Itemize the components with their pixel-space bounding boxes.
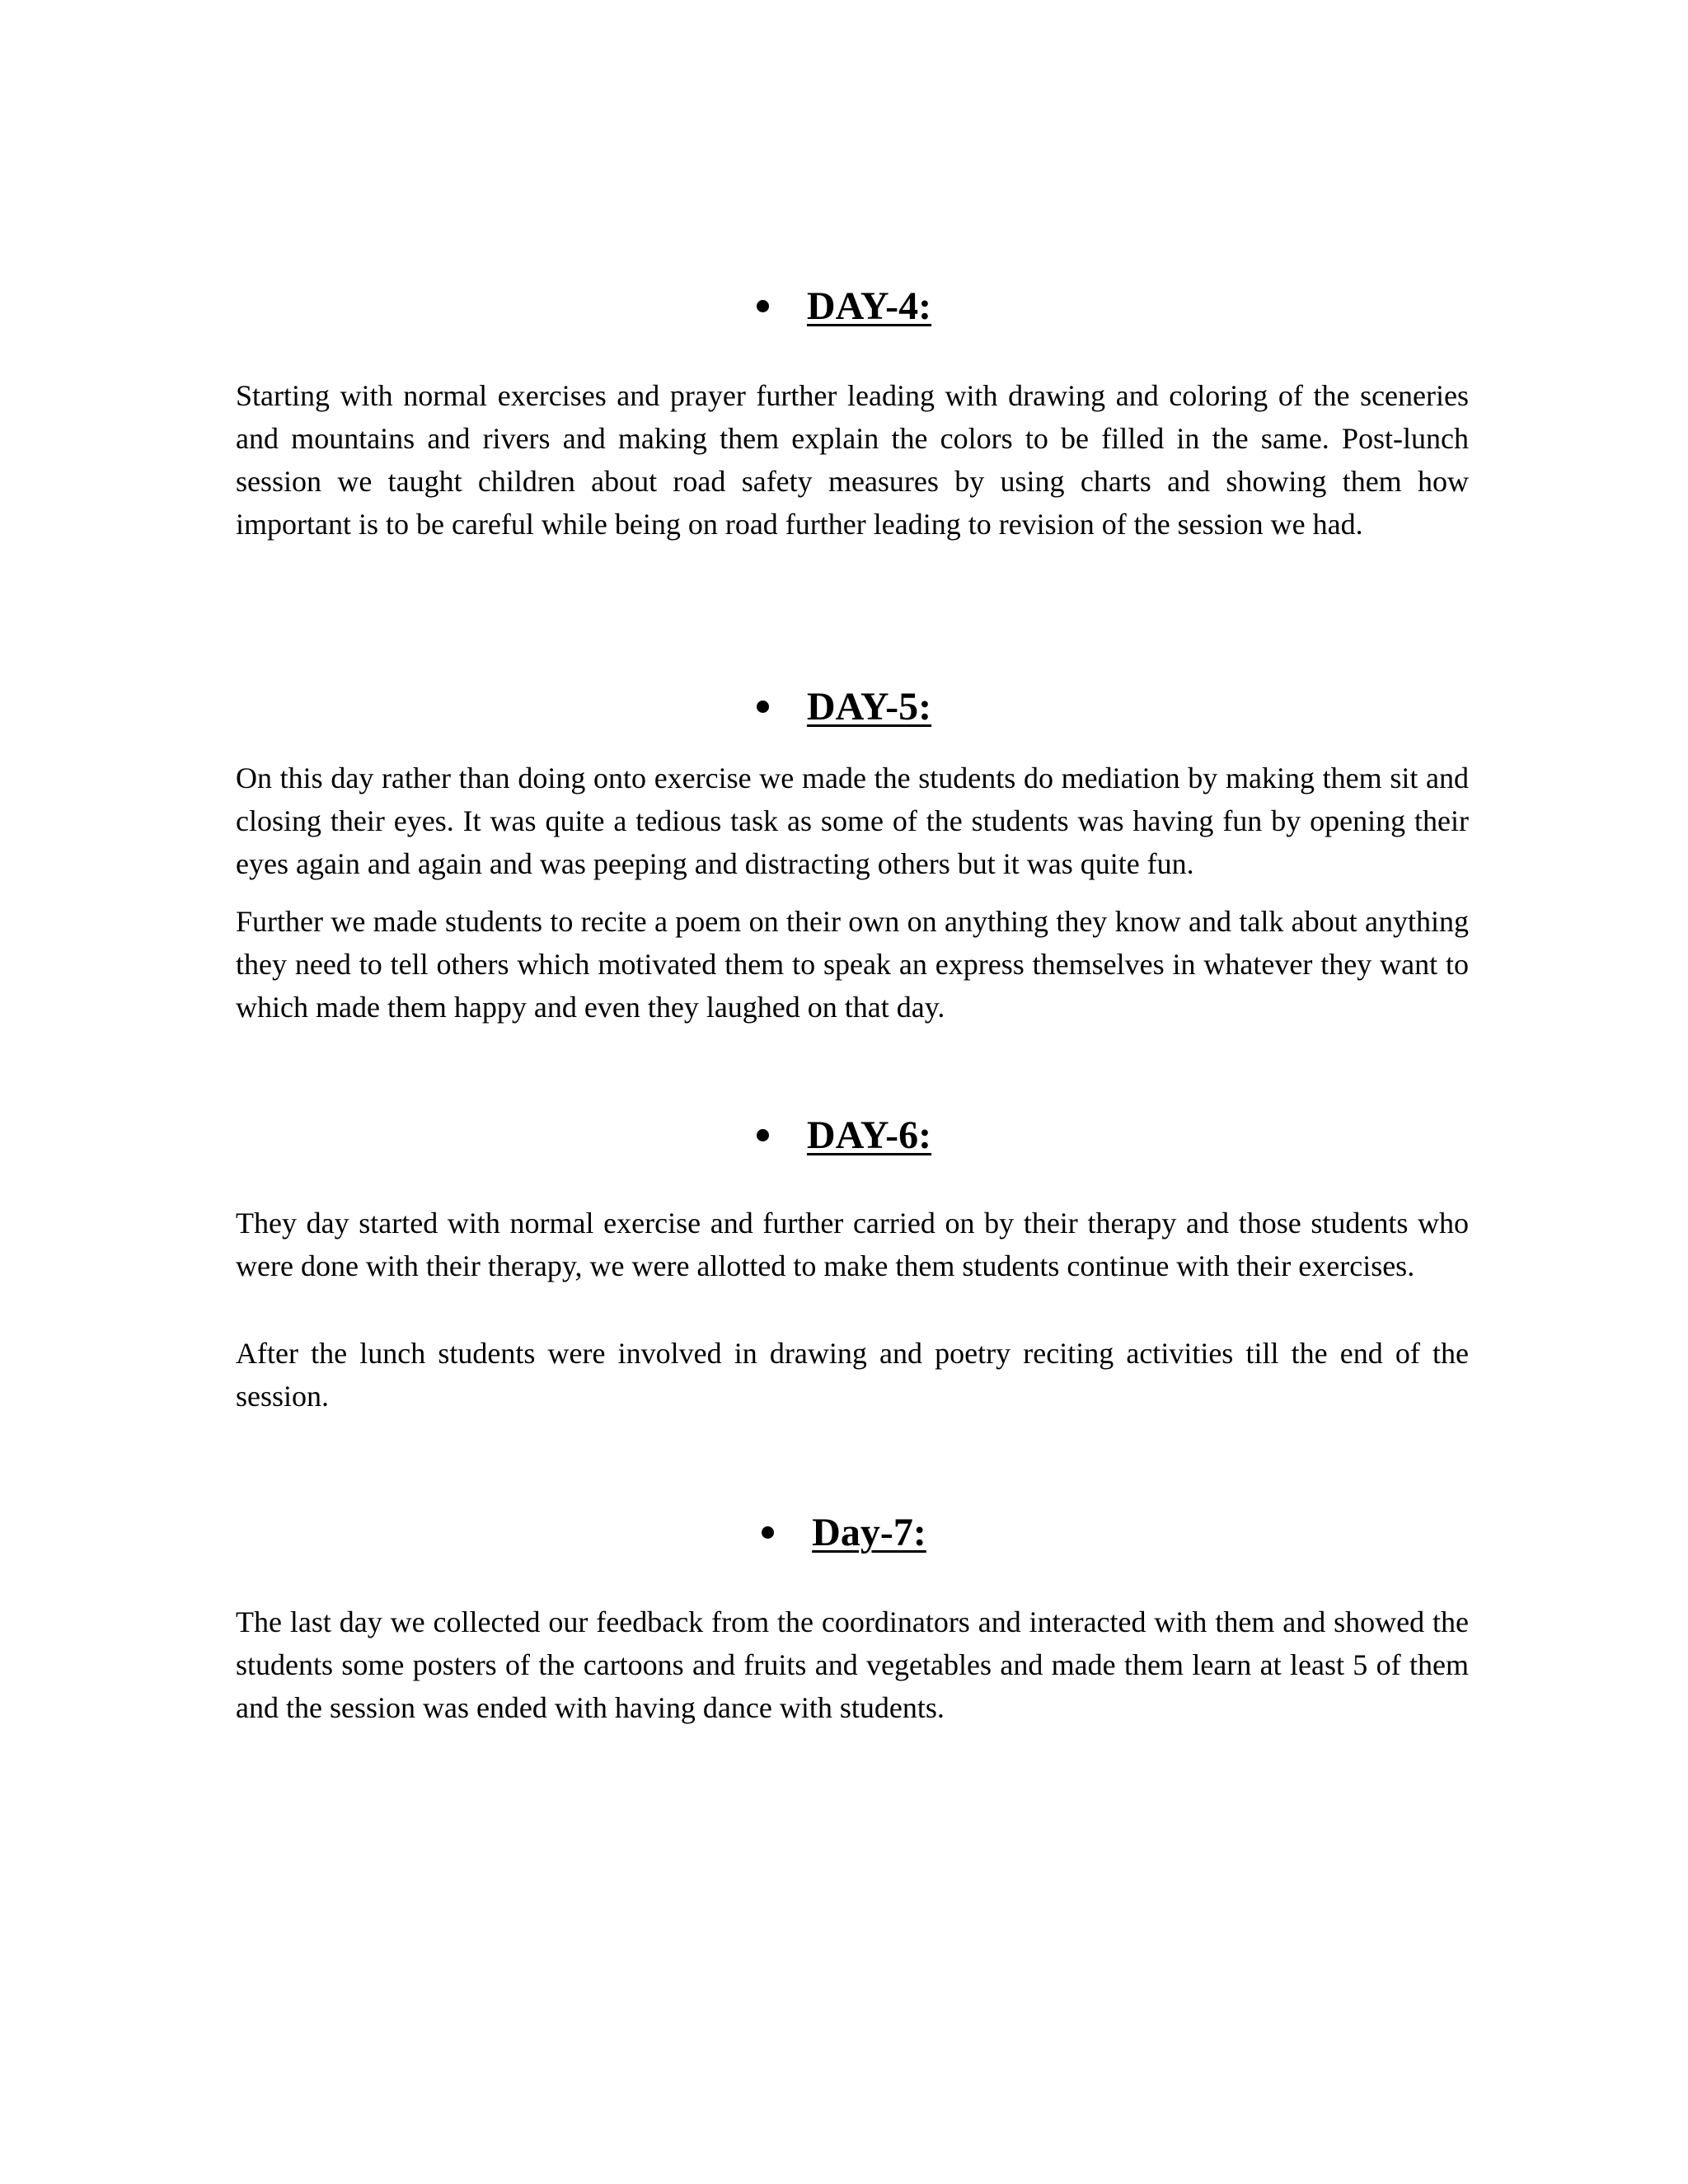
section-paragraph: The last day we collected our feedback from the coordinators and interacted with them and showed the students some posters of the cartoons and fruits and vegetables and made them learn at least 5 of them and the session was ended with having dance with students. [236,1605,1469,1724]
section-paragraph: After the lunch students were involved in drawing and poetry reciting activities till the end of the session. [236,1337,1469,1413]
bullet-icon [757,701,769,713]
section-title: Day-7: [812,1511,926,1554]
section-paragraph: On this day rather than doing onto exercise we made the students do mediation by making them sit and closing their eyes. It was quite a tedious task as some of the students was having fun by opening their eyes again and again and was peeping and distracting others but it was quite fun. [236,762,1469,880]
section-title: DAY-6: [806,1113,932,1157]
section-heading-day-5 [0,682,1688,732]
section-paragraph: Starting with normal exercises and prayer further leading with drawing and coloring of the sceneries and mountains and rivers and making them explain the colors to be filled in the same. Post-lunch session we taught children about road safety measures by using charts and showing them how important is to be careful while being on road further leading to revision of the session we had. [236,379,1469,541]
section-heading-day-6 [0,1111,1688,1160]
bullet-icon [762,1526,774,1539]
bullet-icon [757,1129,769,1141]
section-paragraph: They day started with normal exercise and further carried on by their therapy and those students who were done with their therapy, we were allotted to make them students continue with their exercises. [236,1207,1469,1282]
section-title: DAY-4: [806,284,932,328]
section-heading-day-7 [0,1508,1688,1558]
bullet-icon [757,300,769,312]
section-heading-day-4 [0,282,1688,331]
section-paragraph: Further we made students to recite a poem on their own on anything they know and talk about anything they need to tell others which motivated them to speak an express themselves in whatever they want to which made them happy and even they laughed on that day. [236,905,1469,1024]
section-title: DAY-5: [806,685,932,729]
